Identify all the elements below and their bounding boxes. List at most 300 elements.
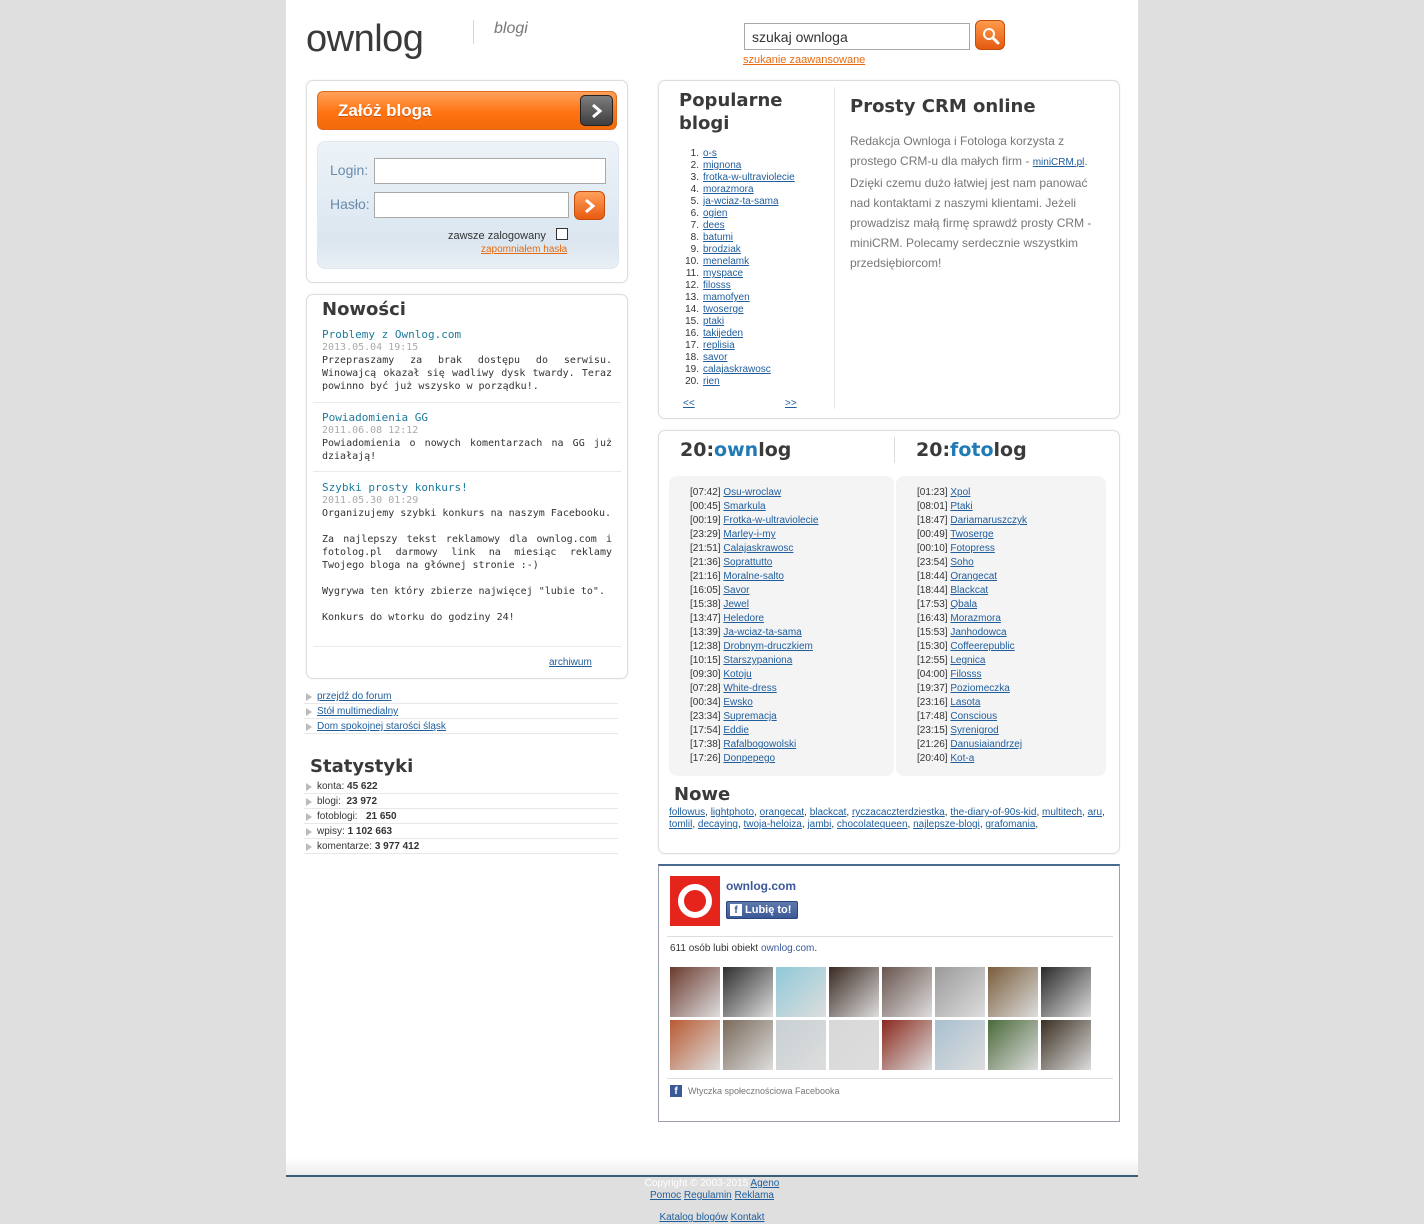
multimedia-table-link[interactable]: Stół multimedialny [317,706,399,717]
update-time: [16:43] [917,613,948,624]
update-time: [23:29] [690,529,721,540]
fb-like-button[interactable] [726,901,798,919]
table-row [917,528,994,542]
popular-next-link[interactable]: >> [785,398,797,409]
blog-link[interactable]: Marley-i-my [723,529,776,540]
list-item-number: 8. [690,232,699,243]
blog-link[interactable]: Dariamaruszczyk [950,515,1028,526]
list-item [683,352,843,364]
stat-row [304,824,618,839]
list-item [683,208,843,220]
popular-blog-link[interactable]: mamofyen [703,292,750,303]
fb-plugin-credit[interactable] [670,1086,840,1096]
table-row [917,486,970,500]
new-blog-link[interactable]: jambi [807,819,832,830]
table-row [917,724,999,738]
blog-link[interactable]: Calajaskrawosc [723,543,794,554]
footer-links-2 [286,1212,1138,1224]
update-time: [15:38] [690,599,721,610]
new-blog-link[interactable]: orangecat [759,807,805,818]
popular-blog-link[interactable]: calajaskrawosc [703,364,771,375]
popular-title-line2: blogi [679,113,730,134]
popular-crm-panel [658,80,1120,419]
new-blog-link[interactable]: twoja-heloiza [743,819,802,830]
blog-link[interactable]: Supremacja [723,711,777,722]
blog-link[interactable]: Coffeerepublic [950,641,1015,652]
new-blog-link[interactable]: ryczacaczterdziestka [851,807,945,818]
stat-value: 1 102 663 [347,826,393,837]
forum-link[interactable]: przejdź do forum [317,691,392,702]
update-time: [21:16] [690,571,721,582]
list-item-number: 15. [685,316,699,327]
list-item-number: 18. [685,352,699,363]
blog-link[interactable]: Heledore [723,613,764,624]
login-submit-button[interactable] [574,191,605,220]
site-subtitle: blogi [494,20,528,37]
table-row [690,584,750,598]
update-time: [00:10] [917,543,948,554]
table-row [917,500,973,514]
logo-ring-icon [678,884,712,918]
fb-fan-avatar[interactable] [882,1020,932,1070]
fotolog20-title [916,439,1027,461]
table-row [917,598,977,612]
blog-link[interactable]: Conscious [950,711,998,722]
list-item [683,340,843,352]
table-row [917,584,988,598]
site-logo[interactable]: ownlog [306,18,424,60]
table-row [690,514,818,528]
news-item-title[interactable]: Powiadomienia GG [322,411,428,424]
popular-blog-link[interactable]: rien [703,376,720,387]
ownlog20-suffix: log [758,439,792,461]
footer-links [286,1190,1138,1202]
table-row [917,696,980,710]
fb-fan-avatar[interactable] [1041,1020,1091,1070]
blog-link[interactable]: Filosss [950,669,982,680]
list-item [683,148,843,160]
stat-label: blogi: [317,796,341,807]
remember-label: zawsze zalogowany [448,230,546,242]
list-item-number: 1. [690,148,699,159]
popular-blog-link[interactable]: brodziak [703,244,741,255]
fb-like-label: Lubię to! [745,904,792,916]
popular-title [679,89,782,135]
blog-link[interactable]: Poziomeczka [950,683,1010,694]
table-row [917,752,974,766]
list-item-number: 19. [685,364,699,375]
blog-link[interactable]: Rafalbogowolski [723,739,797,750]
copyright-text: Copyright © 2003-2015 [644,1178,751,1189]
stat-row [304,779,618,794]
new-blog-link[interactable]: tomlil [669,819,693,830]
blog-link[interactable]: Qbala [950,599,978,610]
password-label: Hasło: [330,196,370,212]
table-row [917,514,1027,528]
popular-blog-link[interactable]: myspace [703,268,744,279]
new-blog-link[interactable]: aru [1087,807,1103,818]
news-item [322,481,612,624]
update-time: [13:39] [690,627,721,638]
create-blog-button[interactable] [317,91,617,130]
news-divider [313,646,621,647]
update-time: [15:30] [917,641,948,652]
blog-link[interactable]: Savor [723,585,750,596]
popular-blog-link[interactable]: takijeden [703,328,744,339]
popular-blog-link[interactable]: ogien [703,208,728,219]
list-item-number: 16. [685,328,699,339]
footer-copyright [286,1178,1138,1190]
archive-link[interactable]: archiwum [549,657,592,668]
list-item-number: 14. [685,304,699,315]
blog-link[interactable]: Legnica [950,655,986,666]
help-link[interactable]: Pomoc [650,1190,682,1201]
popular-blogs-list [683,148,843,388]
blog-link[interactable]: White-dress [723,683,777,694]
contact-link[interactable]: Kontakt [730,1212,765,1223]
update-time: [21:51] [690,543,721,554]
table-row [690,612,764,626]
fb-fan-avatar[interactable] [1041,967,1091,1017]
new-blog-link[interactable]: followus [669,807,706,818]
blog-link[interactable]: Morazmora [950,613,1001,624]
list-item [304,719,618,734]
list-item [683,220,843,232]
news-panel [306,294,628,679]
update-time: [00:49] [917,529,948,540]
popular-blog-link[interactable]: filosss [703,280,731,291]
list-item [683,244,843,256]
blog-link[interactable]: Donpepego [723,753,776,764]
login-panel [306,80,628,283]
update-time: [23:34] [690,711,721,722]
remember-checkbox[interactable] [556,228,568,240]
blog-link[interactable]: Drobnym-druczkiem [723,641,813,652]
blog-link[interactable]: Fotopress [950,543,995,554]
list-separator: , [979,819,986,830]
update-time: [04:00] [917,669,948,680]
facebook-icon: f [670,1085,682,1097]
title-divider [894,437,895,463]
ownlog20-title [680,439,791,461]
list-item [304,704,618,719]
popular-blog-link[interactable]: frotka-w-ultraviolecie [703,172,795,183]
blog-link[interactable]: Frotka-w-ultraviolecie [723,515,819,526]
crm-text-after: . Dzięki czemu dużo łatwiej jest nam panować nad kontaktami z naszymi klientami. Jeżeli prowadzisz małą firmę sprawdź prosty CRM - miniCRM. Polecamy serdecznie wszystkim przedsiębiorcom! [850,154,1092,270]
update-time: [21:26] [917,739,948,750]
table-row [690,640,813,654]
news-item-date: 2011.05.30 01:29 [322,495,419,506]
fb-plugin-label: Wtyczka społecznościowa Facebooka [688,1086,840,1096]
blog-link[interactable]: Osu-wroclaw [723,487,782,498]
stat-row [304,839,618,854]
fb-count-link[interactable]: ownlog.com [761,943,815,954]
table-row [917,556,974,570]
blog-link[interactable]: Syrenigrod [950,725,999,736]
blog-link[interactable]: Orangecat [950,571,998,582]
popular-blog-link[interactable]: ja-wciaz-ta-sama [703,196,779,207]
table-row [917,570,997,584]
table-row [917,542,995,556]
fb-fan-avatar[interactable] [988,967,1038,1017]
update-time: [16:05] [690,585,721,596]
stat-value: 45 622 [347,781,378,792]
update-time: [23:54] [917,557,948,568]
fb-fan-avatar[interactable] [882,967,932,1017]
search-input[interactable] [744,23,970,50]
new-blog-link[interactable]: chocolatequeen [836,819,908,830]
popular-blog-link[interactable]: mignona [703,160,742,171]
fb-divider [667,1078,1113,1079]
ads-link[interactable]: Reklama [734,1190,774,1201]
blog-link[interactable]: Ja-wciaz-ta-sama [723,627,802,638]
fb-divider [667,936,1113,937]
table-row [690,542,793,556]
fb-fan-avatar[interactable] [935,1020,985,1070]
triangle-bullet-icon [306,783,312,791]
popular-blog-link[interactable]: batumi [703,232,734,243]
stat-value: 3 977 412 [374,841,420,852]
new-blog-link[interactable]: decaying [697,819,738,830]
news-item-text: Powiadomienia o nowych komentarzach na GG już działają! [322,438,612,462]
update-time: [17:26] [690,753,721,764]
news-item-title[interactable]: Szybki prosty konkurs! [322,481,468,494]
new-blog-link[interactable]: blackcat [809,807,847,818]
table-row [690,682,777,696]
stat-row [304,809,618,824]
terms-link[interactable]: Regulamin [683,1190,732,1201]
blog-link[interactable]: Ewsko [723,697,753,708]
list-separator: , [801,819,808,830]
page [286,0,1138,1176]
footer-line [286,1175,1138,1177]
news-divider [313,471,621,472]
ownlog20-prefix: 20: [680,439,715,461]
triangle-bullet-icon [306,723,312,731]
popular-blog-link[interactable]: replisia [703,340,735,351]
list-item-number: 11. [685,268,699,279]
arrow-right-icon [580,95,613,126]
blog-link[interactable]: Smarkula [723,501,766,512]
triangle-bullet-icon [306,843,312,851]
update-time: [19:37] [917,683,948,694]
new-blog-link[interactable]: grafomania [985,819,1036,830]
news-divider [313,402,621,403]
ownlog-logo-icon[interactable] [670,876,720,926]
list-item-number: 17. [685,340,699,351]
blog-link[interactable]: Blackcat [950,585,989,596]
fb-fan-avatar[interactable] [776,1020,826,1070]
update-time: [07:28] [690,683,721,694]
advanced-search-link[interactable]: szukanie zaawansowane [743,54,866,66]
blog-link[interactable]: Jewel [723,599,749,610]
fb-fan-avatar[interactable] [988,1020,1038,1070]
list-item [304,689,618,704]
new-blog-link[interactable]: najlepsze-blogi [913,819,980,830]
fb-fan-avatar[interactable] [935,967,985,1017]
create-blog-label: Załóż bloga [338,101,432,120]
table-row [690,696,753,710]
list-separator: , [804,807,810,818]
blog-link[interactable]: Kotoju [723,669,752,680]
table-row [690,724,749,738]
fb-fan-avatar[interactable] [829,1020,879,1070]
table-row [690,738,796,752]
login-field[interactable] [374,158,606,184]
search-button[interactable] [975,20,1005,50]
blog-link[interactable]: Starszypaniona [723,655,793,666]
stat-label: wpisy: [317,826,345,837]
list-item [683,256,843,268]
ageno-link[interactable]: Ageno [750,1178,780,1189]
blog-link[interactable]: Ptaki [950,501,973,512]
arrow-right-icon [584,198,596,214]
blog-link[interactable]: Xpol [950,487,971,498]
table-row [690,668,752,682]
blog-link[interactable]: Eddie [723,725,749,736]
list-separator: , [944,807,951,818]
crm-title: Prosty CRM online [850,96,1036,117]
fotolog20-list [896,476,1106,776]
update-time: [00:19] [690,515,721,526]
crm-text [850,131,1100,273]
list-item-number: 10. [685,256,699,267]
catalog-link[interactable]: Katalog blogów [659,1212,728,1223]
popular-blog-link[interactable]: menelamk [703,256,750,267]
update-time: [12:55] [917,655,948,666]
list-item-number: 20. [685,376,699,387]
list-item [683,328,843,340]
minicrm-link[interactable]: miniCRM.pl [1032,157,1085,168]
fb-fan-avatar[interactable] [776,967,826,1017]
update-time: [15:53] [917,627,948,638]
fotolog20-prefix: 20: [916,439,951,461]
new-blog-link[interactable]: lightphoto [710,807,755,818]
list-item [683,364,843,376]
table-row [917,640,1015,654]
news-item [322,411,612,463]
list-item-number: 2. [690,160,699,171]
blog-link[interactable]: Twoserge [950,529,994,540]
news-item-text: Organizujemy szybki konkurs na naszym Facebooku. Za najlepszy tekst reklamowy dla ownlog.com i fotolog.pl darmowy link na miesiąc reklamy Twojego bloga na głównej stronie :-) Wygrywa ten który zbierze najwięcej "lubie to". Konkurs do wtorku do godziny 24! [322,508,612,623]
news-item [322,328,612,393]
table-row [690,752,775,766]
table-row [690,556,772,570]
new-blogs-list [669,807,1109,831]
stat-label: komentarze: [317,841,373,852]
table-row [917,710,997,724]
footer-band [286,1158,1138,1176]
recent-updates-panel [658,430,1120,854]
list-item [683,172,843,184]
stat-value: 23 972 [346,796,378,807]
list-item-number: 12. [685,280,699,291]
fb-page-name[interactable]: ownlog.com [726,879,796,893]
search-icon [982,27,1000,45]
update-time: [13:47] [690,613,721,624]
popular-blog-link[interactable]: morazmora [703,184,754,195]
popular-blog-link[interactable]: ptaki [703,316,725,327]
update-time: [17:53] [917,599,948,610]
login-label: Login: [330,162,369,178]
news-item-title[interactable]: Problemy z Ownlog.com [322,328,462,341]
popular-blog-link[interactable]: dees [703,220,725,231]
update-time: [21:36] [690,557,721,568]
facebook-box [658,864,1120,1122]
blog-link[interactable]: Janhodowca [950,627,1007,638]
table-row [917,668,982,682]
footer [286,1178,1138,1224]
nowe-title: Nowe [674,784,731,805]
list-item [683,292,843,304]
update-time: [00:45] [690,501,721,512]
blog-link[interactable]: Danusiaiandrzej [950,739,1023,750]
update-time: [23:16] [917,697,948,708]
new-blog-link[interactable]: the-diary-of-90s-kid [950,807,1037,818]
popular-prev-link[interactable]: << [683,398,695,409]
news-item-date: 2011.06.08 12:12 [322,425,419,436]
password-field[interactable] [374,192,569,218]
crm-text-before: Redakcja Ownloga i Fotologa korzysta z prostego CRM-u dla małych firm - [850,134,1065,168]
table-row [917,682,1010,696]
care-home-link[interactable]: Dom spokojnej starości śląsk [317,721,446,732]
update-time: [01:23] [917,487,948,498]
fb-fan-avatar[interactable] [670,1020,720,1070]
fb-like-count [670,943,817,954]
popular-blog-link[interactable]: o-s [703,148,717,159]
blog-link[interactable]: Lasota [950,697,981,708]
update-time: [17:48] [917,711,948,722]
popular-blog-link[interactable]: twoserge [703,304,744,315]
list-separator: , [846,807,852,818]
fb-fan-avatar[interactable] [670,967,720,1017]
news-title: Nowości [322,299,406,320]
stats-list [304,779,618,854]
list-item [683,316,843,328]
forgot-password-link[interactable]: zapomniałem hasła [481,244,568,255]
fb-fan-avatar[interactable] [723,967,773,1017]
table-row [690,710,777,724]
list-item-number: 5. [690,196,699,207]
list-item-number: 4. [690,184,699,195]
new-blog-link[interactable]: multitech [1042,807,1083,818]
list-separator: , [754,807,760,818]
update-time: [00:34] [690,697,721,708]
stat-row [304,794,618,809]
popular-blog-link[interactable]: savor [703,352,728,363]
table-row [690,626,802,640]
list-item [683,232,843,244]
stats-title: Statystyki [310,756,414,777]
fb-fan-avatar[interactable] [723,1020,773,1070]
fb-fan-avatar[interactable] [829,967,879,1017]
blog-link[interactable]: Soprattutto [723,557,773,568]
list-item [683,376,843,388]
blog-link[interactable]: Kot-a [950,753,975,764]
stat-value: 21 650 [365,811,397,822]
blog-link[interactable]: Moralne-salto [723,571,784,582]
update-time: [09:30] [690,669,721,680]
news-item-text: Przepraszamy za brak dostępu do serwisu. Winowajcą okazał się wadliwy dysk twardy. Teraz powinno być już wszysko w porządku!. [322,355,612,392]
update-time: [17:54] [690,725,721,736]
fotolog20-suffix: log [993,439,1027,461]
blog-link[interactable]: Soho [950,557,974,568]
stat-label: konta: [317,781,345,792]
login-form [317,141,619,269]
table-row [690,598,749,612]
update-time: [12:38] [690,641,721,652]
news-item-date: 2013.05.04 19:15 [322,342,419,353]
